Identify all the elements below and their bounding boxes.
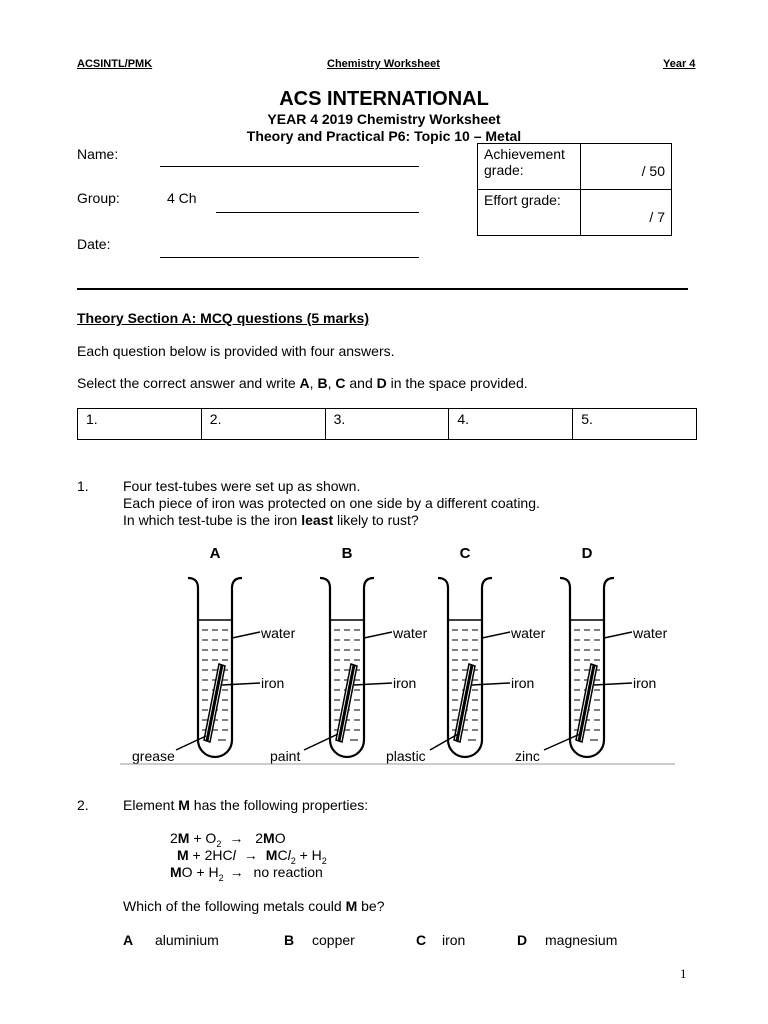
achievement-grade-cell[interactable]: / 50 <box>581 144 672 190</box>
tube-b-water-label: water <box>393 625 428 641</box>
date-label: Date: <box>77 236 111 252</box>
option-a-text: aluminium <box>155 932 219 948</box>
tube-a-iron-label: iron <box>261 675 285 691</box>
equation-2: $M + 2HCl \to MCl_2 + H_2$ <box>177 847 327 866</box>
tube-d <box>560 545 668 757</box>
grade-table <box>477 143 672 236</box>
option-b-text: copper <box>312 932 355 948</box>
effort-grade-cell[interactable]: / 7 <box>581 190 672 236</box>
equation-1: $2M + O_2 \to 2MO$ <box>170 830 286 849</box>
q2-question: Which of the following metals could M be? <box>123 898 385 914</box>
tube-a-coating: grease <box>132 748 175 764</box>
q1-line-2: Each piece of iron was protected on one side by a different coating. <box>123 495 540 511</box>
q1-line-1: Four test-tubes were set up as shown. <box>123 478 361 494</box>
subtitle-year: YEAR 4 2019 Chemistry Worksheet <box>267 111 501 127</box>
achievement-label-cell: Achievement grade: <box>478 144 581 190</box>
page-number: 1 <box>680 966 687 981</box>
test-tube-diagram <box>120 540 675 768</box>
tube-a <box>188 545 296 757</box>
tube-a-letter: A <box>209 545 221 562</box>
date-field[interactable] <box>160 257 419 258</box>
answer-box-3[interactable]: 3. <box>325 409 449 440</box>
section-title: Theory Section A: MCQ questions (5 marks) <box>77 310 369 326</box>
answer-box-2[interactable]: 2. <box>201 409 325 440</box>
tube-d-letter: D <box>581 545 593 562</box>
tube-b-coating: paint <box>270 748 301 764</box>
tube-c-coating: plastic <box>386 748 426 764</box>
group-value: 4 Ch <box>167 190 197 206</box>
effort-label-cell: Effort grade: <box>478 190 581 236</box>
tube-b-iron-label: iron <box>393 675 417 691</box>
instruction-line-2: Select the correct answer and write A, B, C and D in the space provided. <box>77 375 528 391</box>
q1-number: 1. <box>77 478 89 494</box>
answer-table <box>77 408 697 440</box>
q2-intro: Element M has the following properties: <box>123 797 369 813</box>
subtitle-topic: Theory and Practical P6: Topic 10 – Metal <box>246 128 522 144</box>
tube-a-water-label: water <box>261 625 296 641</box>
tube-d-iron-label: iron <box>633 675 657 691</box>
option-c-text: iron <box>442 932 466 948</box>
tube-d-coating: zinc <box>515 748 540 764</box>
option-d[interactable]: D <box>517 932 528 948</box>
tube-b-letter: B <box>341 545 353 562</box>
answer-box-4[interactable]: 4. <box>449 409 573 440</box>
header-left: ACSINTL/PMK <box>77 58 153 70</box>
answer-box-1[interactable]: 1. <box>78 409 202 440</box>
name-field[interactable] <box>160 166 419 167</box>
group-field[interactable] <box>216 212 419 213</box>
option-b[interactable]: B <box>284 932 295 948</box>
name-label: Name: <box>77 146 119 162</box>
option-a[interactable]: A <box>123 932 134 948</box>
tube-c <box>438 545 546 757</box>
header-center: Chemistry Worksheet <box>327 58 440 70</box>
group-label: Group: <box>77 190 120 206</box>
option-c[interactable]: C <box>416 932 427 948</box>
option-d-text: magnesium <box>545 932 618 948</box>
answer-box-5[interactable]: 5. <box>573 409 697 440</box>
tube-c-water-label: water <box>511 625 546 641</box>
tube-c-iron-label: iron <box>511 675 535 691</box>
instruction-line-1: Each question below is provided with four answers. <box>77 343 395 359</box>
equation-3: MO + $H_2$ → no reaction <box>170 864 323 883</box>
tube-c-letter: C <box>459 545 471 562</box>
divider <box>77 288 688 290</box>
q1-line-3: In which test-tube is the iron least likely to rust? <box>123 512 419 528</box>
page-title: ACS INTERNATIONAL <box>279 88 489 110</box>
q2-number: 2. <box>77 797 89 813</box>
tube-b <box>320 545 428 757</box>
tube-d-water-label: water <box>633 625 668 641</box>
header-right: Year 4 <box>663 58 696 70</box>
